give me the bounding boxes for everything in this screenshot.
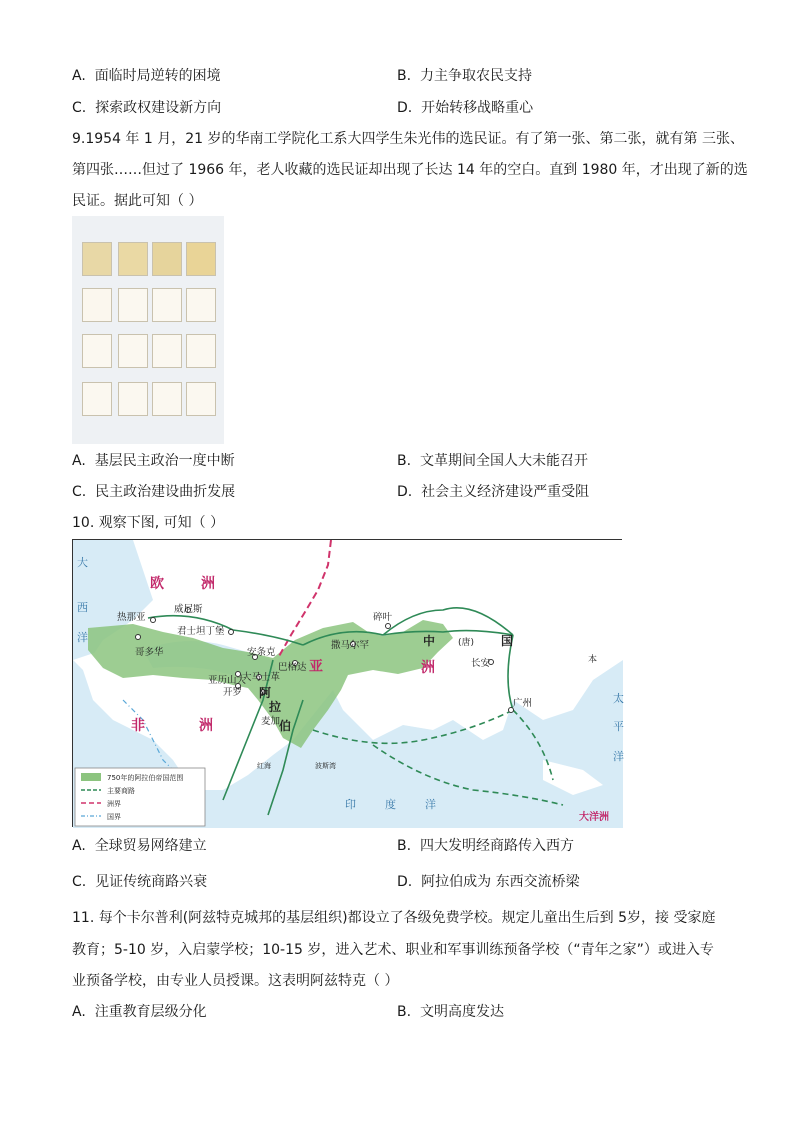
legend-label-national-border: 国界 [107, 813, 121, 821]
option-letter: A. [72, 68, 86, 84]
option-letter: B. [397, 68, 412, 84]
option-text: 基层民主政治一度中断 [94, 453, 235, 469]
q9-option-d[interactable] [397, 482, 589, 502]
map-label-venice: 威尼斯 [174, 604, 203, 615]
map-label-china-zhou: 洲 [421, 660, 435, 676]
option-letter: B. [397, 838, 412, 854]
option-text: 民主政治建设曲折发展 [95, 484, 236, 500]
q9-option-b[interactable] [397, 451, 588, 471]
option-letter: A. [72, 453, 86, 469]
legend-label-empire: 750年的阿拉伯帝国范围 [107, 774, 184, 782]
q8-option-c[interactable] [72, 98, 221, 118]
option-letter: B. [397, 1004, 412, 1020]
voter-card [82, 242, 112, 276]
voter-card-photo [72, 216, 224, 444]
map-legend [75, 768, 205, 826]
q11-stem-line-3: 业预备学校，由专业人员授课。这表明阿兹特克（ ） [72, 973, 399, 989]
map-label-cordoba: 哥多华 [135, 647, 164, 658]
legend-label-routes: 主要商路 [107, 787, 135, 795]
map-label-pacific-1: 太 [613, 692, 624, 705]
trade-route-map [72, 539, 622, 827]
option-text: 力主争取农民支持 [419, 68, 532, 84]
voter-card [82, 382, 112, 416]
option-letter: C. [72, 874, 87, 890]
map-label-changan: 长安 [471, 658, 491, 669]
map-label-red-sea: 红海 [257, 762, 271, 770]
map-label-tang: (唐) [458, 638, 475, 648]
map-label-japan: 本 [588, 655, 598, 665]
map-label-africa: 非 [131, 718, 145, 734]
voter-card [186, 242, 216, 276]
map-label-africa-2: 洲 [199, 718, 213, 734]
q8-option-b[interactable] [397, 66, 532, 86]
q9-stem-line-2: 第四张……但过了 1966 年，老人收藏的选民证却出现了长达 14 年的空白。直到 1980 年，才出现了新的选 [72, 162, 748, 178]
city-marker [136, 635, 141, 640]
option-letter: A. [72, 838, 86, 854]
option-text: 文明高度发达 [419, 1004, 504, 1020]
map-label-damascus: 大马士革 [242, 672, 281, 683]
map-label-europe-2: 洲 [201, 576, 215, 592]
voter-card [118, 288, 148, 322]
map-label-pacific-2: 平 [613, 720, 624, 733]
option-text: 探索政权建设新方向 [95, 100, 222, 116]
voter-card [118, 334, 148, 368]
q11-stem-line-1: 11. 每个卡尔普利(阿兹特克城邦的基层组织)都设立了各级免费学校。规定儿童出生后到 5岁，接 受家庭 [72, 910, 716, 926]
map-label-china-guo: 国 [501, 634, 514, 648]
option-letter: C. [72, 484, 87, 500]
map-label-arabia-la: 拉 [269, 700, 282, 714]
q10-option-b[interactable] [397, 836, 574, 856]
voter-card [152, 334, 182, 368]
q10-stem: 10. 观察下图, 可知（ ） [72, 515, 225, 531]
city-marker [229, 630, 234, 635]
map-label-constantinople: 君士坦丁堡 [177, 626, 225, 637]
map-label-pacific-3: 洋 [613, 750, 624, 763]
map-label-atlantic-1: 大 [77, 556, 88, 569]
q9-stem-line-1: 9.1954 年 1 月，21 岁的华南工学院化工系大四学生朱光伟的选民证。有了第一张、第二张，就有第 三张、 [72, 131, 744, 147]
map-label-china-zhong: 中 [423, 634, 436, 648]
map-label-cairo: 开罗 [223, 687, 243, 698]
q11-option-b[interactable] [397, 1002, 504, 1022]
legend-label-continent-border: 洲界 [107, 800, 121, 808]
q9-option-a[interactable] [72, 451, 235, 471]
option-letter: C. [72, 100, 87, 116]
q11-stem-line-2: 教育；5-10 岁，入启蒙学校；10-15 岁，进入艺术、职业和军事训练预备学校（“青年之家”）或进入专 [72, 942, 714, 958]
map-label-alexandria: 亚历山大 [208, 675, 247, 686]
map-label-indian-3: 洋 [425, 798, 436, 811]
map-label-antioch: 安条克 [247, 647, 276, 658]
voter-card [82, 288, 112, 322]
map-label-samarkand: 撒马尔罕 [331, 640, 370, 651]
option-text: 阿拉伯成为 东西交流桥梁 [421, 874, 580, 890]
map-label-gulf: 波斯湾 [315, 762, 336, 770]
voter-card [186, 334, 216, 368]
voter-card [152, 288, 182, 322]
voter-card [152, 382, 182, 416]
option-text: 文革期间全国人大未能召开 [419, 453, 588, 469]
map-label-suyab: 碎叶 [373, 612, 393, 623]
option-text: 注重教育层级分化 [94, 1004, 207, 1020]
q11-option-a[interactable] [72, 1002, 207, 1022]
map-label-indian-2: 度 [385, 798, 396, 811]
q9-option-c[interactable] [72, 482, 235, 502]
option-text: 面临时局逆转的困境 [94, 68, 221, 84]
legend-swatch-empire [81, 773, 101, 781]
q8-option-a[interactable] [72, 66, 221, 86]
option-text: 开始转移战略重心 [421, 100, 534, 116]
map-label-guangzhou: 广州 [513, 698, 533, 709]
voter-card [186, 288, 216, 322]
option-letter: D. [397, 100, 413, 116]
option-letter: D. [397, 484, 413, 500]
q9-stem-line-3: 民证。据此可知（ ） [72, 193, 203, 209]
city-marker [151, 618, 156, 623]
map-label-genoa: 热那亚 [117, 612, 146, 623]
q8-option-d[interactable] [397, 98, 533, 118]
map-label-atlantic-2: 西 [77, 601, 88, 614]
voter-card [118, 382, 148, 416]
map-label-arabia-a: 阿 [259, 686, 272, 700]
option-letter: B. [397, 453, 412, 469]
city-marker [386, 624, 391, 629]
q10-option-d[interactable] [397, 872, 580, 892]
map-label-atlantic-3: 洋 [77, 631, 88, 644]
option-text: 见证传统商路兴衰 [95, 874, 208, 890]
map-label-mecca: 麦加 [261, 716, 281, 727]
option-text: 全球贸易网络建立 [94, 838, 207, 854]
q10-option-a[interactable] [72, 836, 207, 856]
map-label-asia: 亚 [309, 659, 323, 675]
option-letter: D. [397, 874, 413, 890]
option-text: 四大发明经商路传入西方 [419, 838, 574, 854]
q10-option-c[interactable] [72, 872, 207, 892]
map-label-indian-1: 印 [345, 798, 356, 811]
map-label-arabia-bo: 伯 [279, 719, 292, 733]
voter-card [186, 382, 216, 416]
option-letter: A. [72, 1004, 86, 1020]
option-text: 社会主义经济建设严重受阻 [421, 484, 590, 500]
map-label-baghdad: 巴格达 [278, 662, 307, 673]
voter-card [152, 242, 182, 276]
voter-card [118, 242, 148, 276]
voter-card [82, 334, 112, 368]
map-label-europe: 欧 [150, 576, 164, 592]
map-label-oceania: 大洋洲 [579, 812, 609, 823]
